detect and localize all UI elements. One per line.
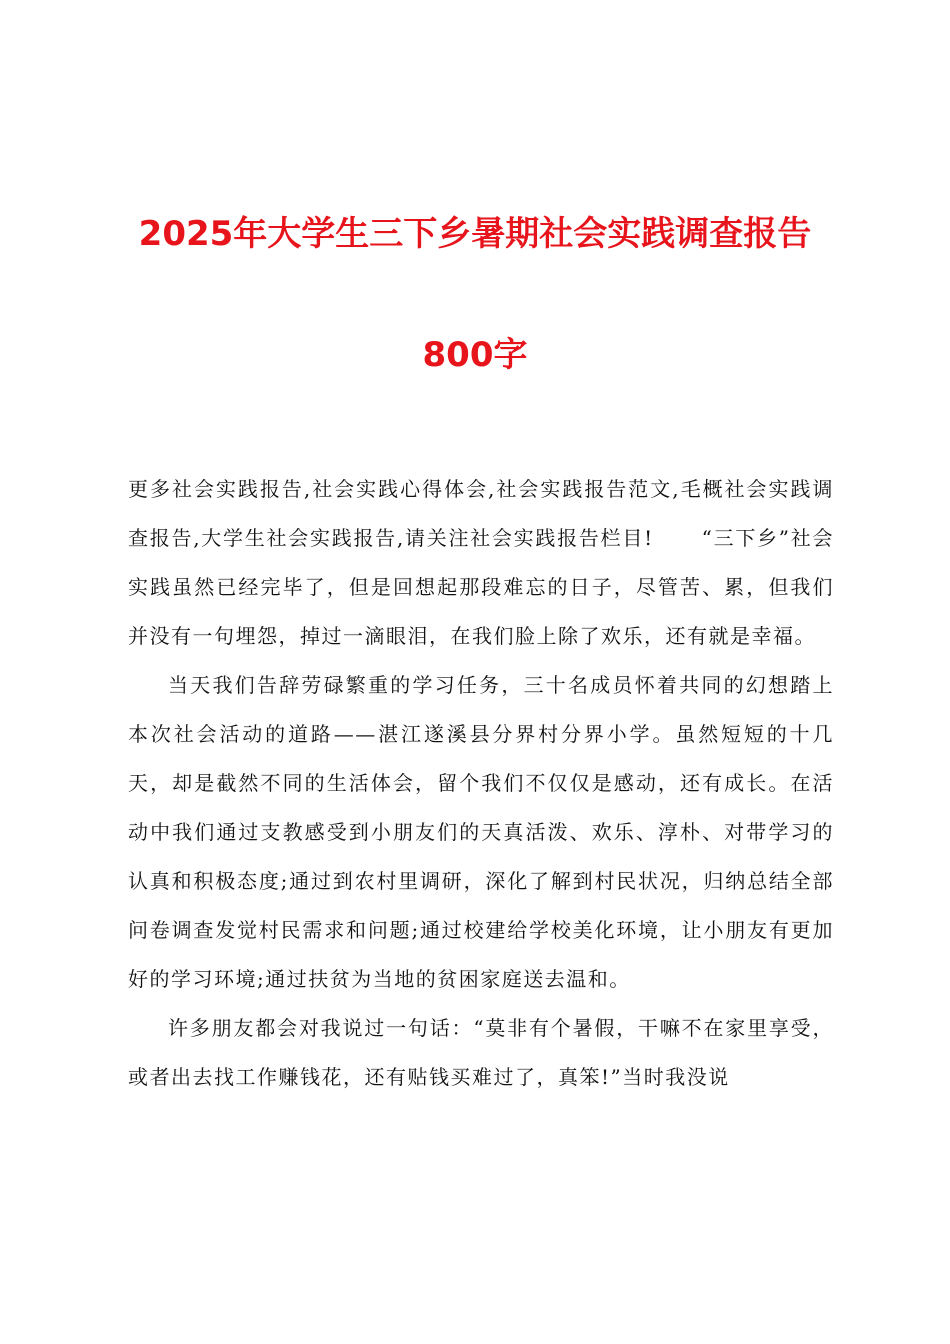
paragraph-3: 许多朋友都会对我说过一句话：“莫非有个暑假，干嘛不在家里享受，或者出去找工作赚钱花，还有贴钱买难过了，真笨!”当时我没说 xyxy=(128,1016,834,1089)
document-body xyxy=(128,465,834,1102)
paragraph-1: “三下乡”社会实践虽然已经完毕了，但是回想起那段难忘的日子，尽管苦、累，但我们并没有一句埋怨，掉过一滴眼泪，在我们脸上除了欢乐，还有就是幸福。 xyxy=(128,526,834,648)
document-title-line1: 2025年大学生三下乡暑期社会实践调查报告 xyxy=(138,214,812,254)
document-title-line2: 800字 xyxy=(422,335,528,375)
paragraph-2: 当天我们告辞劳碌繁重的学习任务，三十名成员怀着共同的幻想踏上本次社会活动的道路——湛江遂溪县分界村分界小学。虽然短短的十几天，却是截然不同的生活体会，留个我们不仅仅是感动，还有成长。在活动中我们通过支教感受到小朋友们的天真活泼、欢乐、淳朴、对带学习的认真和积极态度;通过到农村里调研，深化了解到村民状况，归纳总结全部问卷调查发觉村民需求和问题;通过校建给学校美化环境，让小朋友有更加好的学习环境;通过扶贫为当地的贫困家庭送去温和。 xyxy=(128,673,834,991)
intro-text: 更多社会实践报告,社会实践心得体会,社会实践报告范文,毛概社会实践调查报告,大学生社会实践报告,请关注社会实践报告栏目! xyxy=(128,477,834,550)
paragraph-intro xyxy=(128,465,834,661)
